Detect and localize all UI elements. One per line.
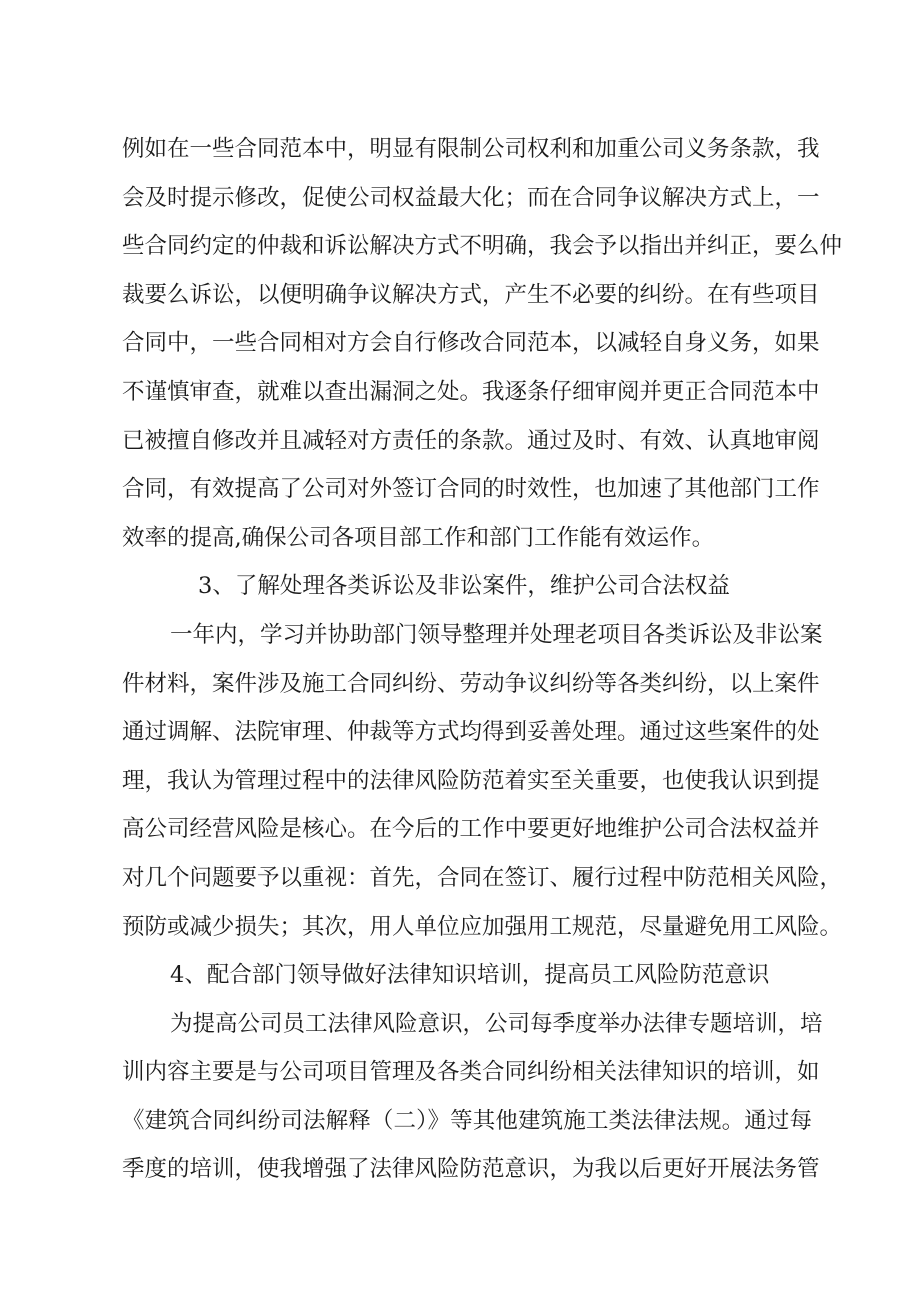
text-line: 预防或减少损失；其次，用人单位应加强用工规范，尽量避免用工风险。 [122,913,843,940]
text-line: 《建筑合同纠纷司法解释（二）》等其他建筑施工类法律法规。通过每 [122,1107,812,1134]
paragraph-litigation [122,611,843,951]
text-line: 一年内，学习并协助部门领导整理并处理老项目各类诉讼及非讼案 [170,621,823,648]
text-line: 高公司经营风险是核心。在今后的工作中要更好地维护公司合法权益并 [122,816,820,843]
text-line: 合同，有效提高了公司对外签订合同的时效性，也加速了其他部门工作 [122,476,820,503]
text-line: 已被擅自修改并且减轻对方责任的条款。通过及时、有效、认真地审阅 [122,427,820,454]
paragraph-training [122,1000,823,1194]
section-heading-3: 3、了解处理各类诉讼及非讼案件，维护公司合法权益 [198,573,730,600]
text-line: 例如在一些合同范本中，明显有限制公司权利和加重公司义务条款，我 [122,136,820,162]
text-line: 会及时提示修改，促使公司权益最大化；而在合同争议解决方式上，一 [122,184,820,211]
text-line: 件材料，案件涉及施工合同纠纷、劳动争议纠纷等各类纠纷，以上案件 [122,670,820,697]
text-line: 合同中，一些合同相对方会自行修改合同范本，以减轻自身义务，如果 [122,330,820,357]
text-line: 通过调解、法院审理、仲裁等方式均得到妥善处理。通过这些案件的处 [122,719,820,746]
text-line: 裁要么诉讼，以便明确争议解决方式，产生不必要的纠纷。在有些项目 [122,281,820,308]
text-line: 季度的培训，使我增强了法律风险防范意识，为我以后更好开展法务管 [122,1156,820,1183]
text-line: 不谨慎审查，就难以查出漏洞之处。我逐条仔细审阅并更正合同范本中 [122,378,820,405]
text-line: 理，我认为管理过程中的法律风险防范着实至关重要，也使我认识到提 [122,767,820,794]
paragraph-contract-review [122,125,843,562]
text-line: 对几个问题要予以重视：首先，合同在签订、履行过程中防范相关风险， [122,864,843,891]
document-body [122,125,843,1194]
section-heading-4: 4、配合部门领导做好法律知识培训，提高员工风险防范意识 [170,962,770,989]
text-line: 些合同约定的仲裁和诉讼解决方式不明确，我会予以指出并纠正，要么仲 [122,233,843,260]
text-line: 效率的提高,确保公司各项目部工作和部门工作能有效运作。 [122,524,715,551]
text-line: 为提高公司员工法律风险意识，公司每季度举办法律专题培训，培 [170,1010,823,1037]
text-line: 训内容主要是与公司项目管理及各类合同纠纷相关法律知识的培训，如 [122,1059,820,1086]
